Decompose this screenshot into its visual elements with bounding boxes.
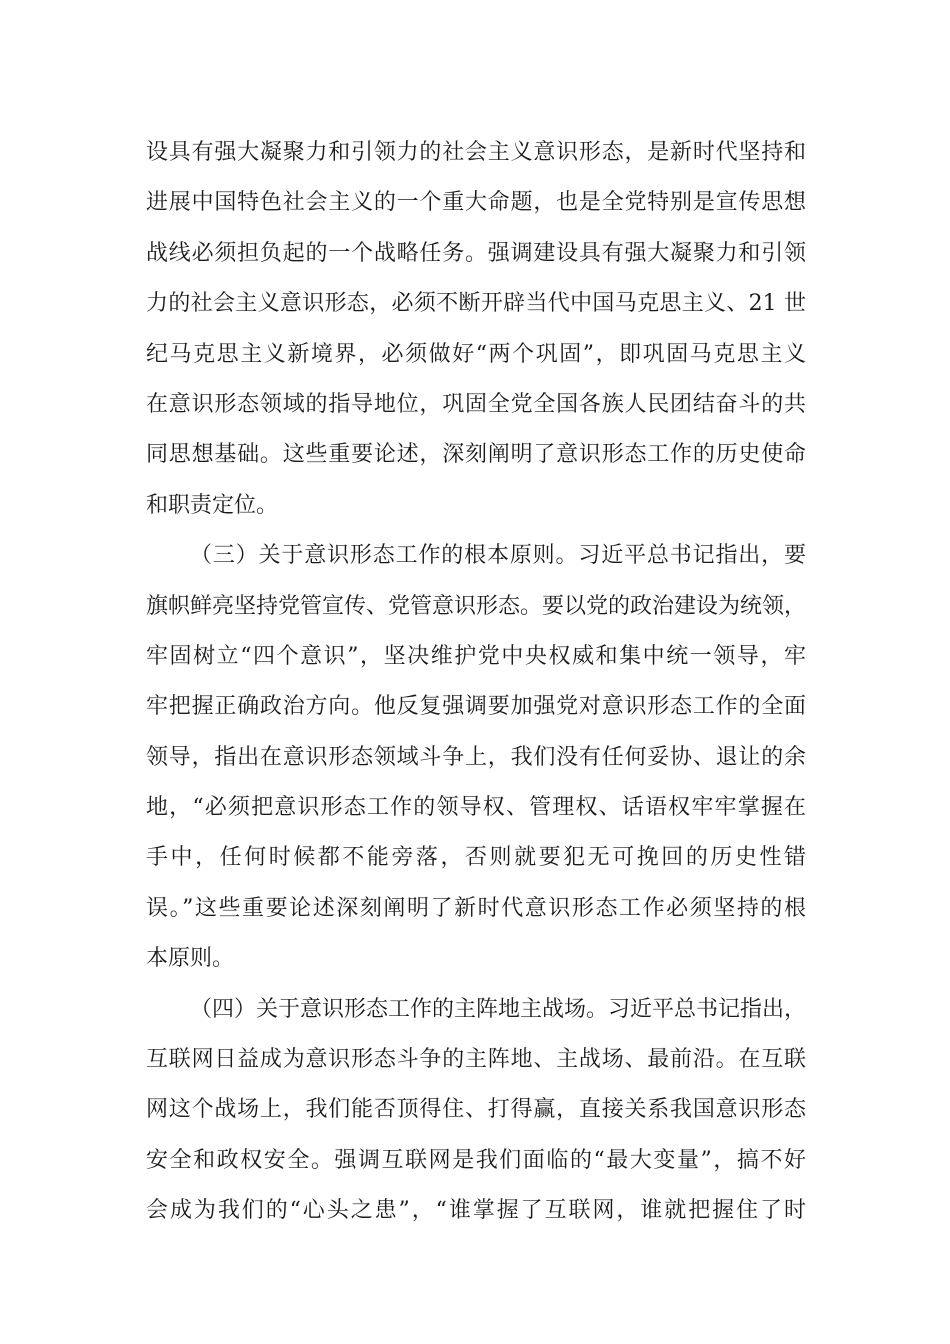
text-line: 在意识形态领域的指导地位，巩固全党全国各族人民团结奋斗的共 (146, 391, 806, 417)
text-line: 领导，指出在意识形态领域斗争上，我们没有任何妥协、退让的余 (146, 744, 806, 770)
text-line: （四）关于意识形态工作的主阵地主战场。习近平总书记指出， (190, 996, 807, 1022)
document-body (146, 128, 806, 1237)
text-line: 网这个战场上，我们能否顶得住、打得赢，直接关系我国意识形态 (146, 1097, 806, 1123)
text-line: 本原则。 (146, 946, 235, 972)
text-line: 设具有强大凝聚力和引领力的社会主义意识形态，是新时代坚持和 (146, 140, 806, 165)
text-line: 手中，任何时候都不能旁落，否则就要犯无可挽回的历史性错 (146, 845, 806, 871)
text-line: 误。”这些重要论述深刻阐明了新时代意识形态工作必须坚持的根 (146, 895, 806, 921)
text-line: 互联网日益成为意识形态斗争的主阵地、主战场、最前沿。在互联 (146, 1047, 806, 1073)
text-line: 牢固树立“四个意识”，坚决维护党中央权威和集中统一领导，牢 (146, 643, 806, 669)
text-line: （三）关于意识形态工作的根本原则。习近平总书记指出，要 (190, 543, 806, 569)
paragraph-battlefield (146, 985, 806, 1237)
text-line: 地，“必须把意识形态工作的领导权、管理权、话语权牢牢掌握在 (146, 795, 806, 821)
text-line: 会成为我们的“心头之患”，“谁掌握了互联网，谁就把握住了时 (146, 1198, 806, 1224)
text-line: 战线必须担负起的一个战略任务。强调建设具有强大凝聚力和引领 (146, 240, 806, 266)
text-line: 旗帜鲜亮坚持党管宣传、党管意识形态。要以党的政治建设为统领， (146, 593, 807, 619)
text-line: 同思想基础。这些重要论述，深刻阐明了意识形态工作的历史使命 (146, 442, 806, 468)
text-line: 纪马克思主义新境界，必须做好“两个巩固”，即巩固马克思主义 (146, 341, 806, 367)
text-line: 进展中国特色社会主义的一个重大命题，也是全党特别是宣传思想 (146, 190, 806, 216)
text-line: 力的社会主义意识形态，必须不断开辟当代中国马克思主义、21 世 (146, 291, 806, 317)
paragraph-mission (146, 128, 806, 531)
text-line: 安全和政权安全。强调互联网是我们面临的“最大变量”，搞不好 (146, 1147, 806, 1173)
text-line: 牢把握正确政治方向。他反复强调要加强党对意识形态工作的全面 (146, 694, 806, 720)
text-line: 和职责定位。 (146, 492, 279, 518)
paragraph-principle (146, 531, 806, 985)
